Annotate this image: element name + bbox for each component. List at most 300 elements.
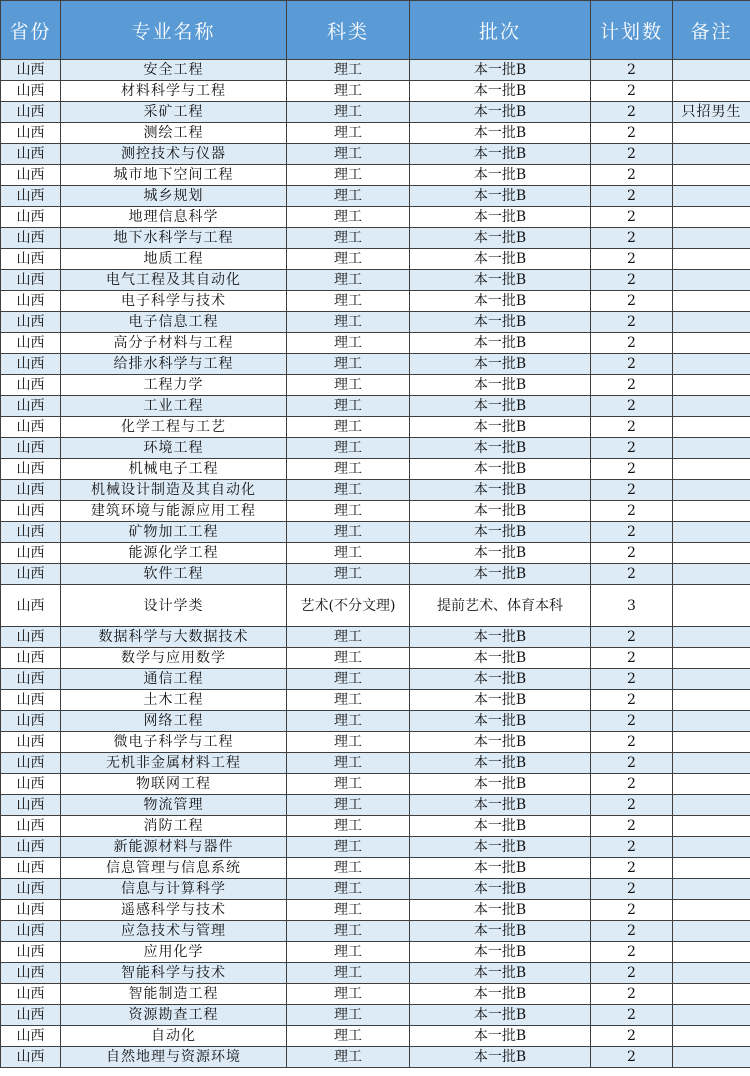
cell-category: 理工 (287, 123, 410, 144)
cell-note (673, 186, 750, 207)
table-header-row (1, 1, 750, 60)
cell-batch: 本一批B (410, 963, 591, 984)
cell-note (673, 543, 750, 564)
cell-major: 电子信息工程 (61, 312, 287, 333)
cell-batch: 本一批B (410, 417, 591, 438)
table-row (1, 270, 750, 291)
table-row (1, 774, 750, 795)
cell-plan: 2 (591, 102, 673, 123)
cell-province: 山西 (1, 207, 61, 228)
cell-province: 山西 (1, 123, 61, 144)
cell-plan: 2 (591, 417, 673, 438)
cell-province: 山西 (1, 921, 61, 942)
cell-plan: 2 (591, 501, 673, 522)
cell-major: 自然地理与资源环境 (61, 1047, 287, 1068)
table-row (1, 186, 750, 207)
cell-batch: 本一批B (410, 795, 591, 816)
cell-plan: 2 (591, 795, 673, 816)
cell-province: 山西 (1, 627, 61, 648)
cell-note (673, 1005, 750, 1026)
cell-note (673, 795, 750, 816)
cell-category: 理工 (287, 291, 410, 312)
cell-note (673, 375, 750, 396)
cell-province: 山西 (1, 837, 61, 858)
table-row (1, 522, 750, 543)
table-row (1, 354, 750, 375)
cell-note (673, 1047, 750, 1068)
cell-batch: 本一批B (410, 732, 591, 753)
cell-category: 理工 (287, 165, 410, 186)
cell-major: 消防工程 (61, 816, 287, 837)
cell-note (673, 522, 750, 543)
cell-plan: 2 (591, 732, 673, 753)
cell-plan: 2 (591, 249, 673, 270)
cell-major: 机械设计制造及其自动化 (61, 480, 287, 501)
cell-category: 理工 (287, 942, 410, 963)
cell-major: 机械电子工程 (61, 459, 287, 480)
table-row (1, 753, 750, 774)
cell-province: 山西 (1, 543, 61, 564)
cell-note (673, 564, 750, 585)
cell-category: 理工 (287, 753, 410, 774)
cell-major: 土木工程 (61, 690, 287, 711)
cell-province: 山西 (1, 375, 61, 396)
cell-category: 理工 (287, 627, 410, 648)
table-row (1, 732, 750, 753)
cell-note (673, 333, 750, 354)
cell-batch: 本一批B (410, 984, 591, 1005)
cell-major: 城市地下空间工程 (61, 165, 287, 186)
cell-batch: 本一批B (410, 144, 591, 165)
cell-province: 山西 (1, 186, 61, 207)
cell-note (673, 774, 750, 795)
cell-plan: 2 (591, 984, 673, 1005)
cell-note (673, 480, 750, 501)
table-row (1, 1005, 750, 1026)
cell-batch: 本一批B (410, 123, 591, 144)
cell-category: 理工 (287, 921, 410, 942)
cell-plan: 2 (591, 1005, 673, 1026)
cell-plan: 3 (591, 585, 673, 627)
cell-province: 山西 (1, 900, 61, 921)
cell-category: 理工 (287, 396, 410, 417)
cell-batch: 本一批B (410, 81, 591, 102)
cell-major: 应用化学 (61, 942, 287, 963)
table-row (1, 396, 750, 417)
cell-plan: 2 (591, 837, 673, 858)
cell-batch: 本一批B (410, 501, 591, 522)
cell-major: 物联网工程 (61, 774, 287, 795)
cell-major: 信息与计算科学 (61, 879, 287, 900)
cell-major: 地质工程 (61, 249, 287, 270)
cell-note (673, 417, 750, 438)
cell-major: 矿物加工工程 (61, 522, 287, 543)
cell-batch: 本一批B (410, 711, 591, 732)
cell-province: 山西 (1, 459, 61, 480)
cell-note (673, 1026, 750, 1047)
cell-major: 工业工程 (61, 396, 287, 417)
cell-note (673, 438, 750, 459)
cell-note (673, 585, 750, 627)
cell-note (673, 270, 750, 291)
cell-major: 智能科学与技术 (61, 963, 287, 984)
cell-plan: 2 (591, 816, 673, 837)
table-row (1, 228, 750, 249)
cell-category: 理工 (287, 690, 410, 711)
cell-category: 理工 (287, 837, 410, 858)
cell-batch: 本一批B (410, 270, 591, 291)
cell-note (673, 711, 750, 732)
cell-major: 建筑环境与能源应用工程 (61, 501, 287, 522)
cell-major: 信息管理与信息系统 (61, 858, 287, 879)
cell-major: 城乡规划 (61, 186, 287, 207)
cell-province: 山西 (1, 144, 61, 165)
cell-major: 测绘工程 (61, 123, 287, 144)
table-row (1, 648, 750, 669)
cell-batch: 本一批B (410, 1005, 591, 1026)
cell-category: 理工 (287, 900, 410, 921)
cell-batch: 本一批B (410, 165, 591, 186)
cell-note (673, 396, 750, 417)
cell-category: 理工 (287, 333, 410, 354)
cell-plan: 2 (591, 375, 673, 396)
cell-category: 理工 (287, 1005, 410, 1026)
cell-note (673, 753, 750, 774)
cell-province: 山西 (1, 879, 61, 900)
cell-category: 理工 (287, 774, 410, 795)
cell-major: 应急技术与管理 (61, 921, 287, 942)
cell-province: 山西 (1, 81, 61, 102)
cell-category: 理工 (287, 543, 410, 564)
cell-batch: 本一批B (410, 648, 591, 669)
table-row (1, 312, 750, 333)
cell-batch: 本一批B (410, 690, 591, 711)
cell-note (673, 354, 750, 375)
cell-batch: 本一批B (410, 480, 591, 501)
cell-note (673, 165, 750, 186)
cell-category: 理工 (287, 312, 410, 333)
cell-category: 理工 (287, 207, 410, 228)
cell-category: 理工 (287, 522, 410, 543)
cell-province: 山西 (1, 480, 61, 501)
cell-province: 山西 (1, 165, 61, 186)
cell-batch: 本一批B (410, 900, 591, 921)
cell-plan: 2 (591, 81, 673, 102)
cell-major: 自动化 (61, 1026, 287, 1047)
cell-province: 山西 (1, 354, 61, 375)
cell-province: 山西 (1, 522, 61, 543)
cell-batch: 本一批B (410, 669, 591, 690)
cell-major: 数据科学与大数据技术 (61, 627, 287, 648)
cell-plan: 2 (591, 333, 673, 354)
cell-batch: 本一批B (410, 564, 591, 585)
table-row (1, 249, 750, 270)
cell-batch: 本一批B (410, 228, 591, 249)
cell-batch: 本一批B (410, 396, 591, 417)
cell-province: 山西 (1, 1047, 61, 1068)
cell-major: 遥感科学与技术 (61, 900, 287, 921)
table-row (1, 900, 750, 921)
table-row (1, 375, 750, 396)
cell-plan: 2 (591, 900, 673, 921)
header-category: 科类 (287, 1, 410, 60)
table-row (1, 333, 750, 354)
table-row (1, 1047, 750, 1068)
cell-plan: 2 (591, 1047, 673, 1068)
table-row (1, 963, 750, 984)
cell-category: 理工 (287, 354, 410, 375)
cell-province: 山西 (1, 60, 61, 81)
cell-category: 理工 (287, 375, 410, 396)
cell-batch: 本一批B (410, 375, 591, 396)
cell-plan: 2 (591, 669, 673, 690)
table-row (1, 459, 750, 480)
cell-batch: 本一批B (410, 1047, 591, 1068)
cell-batch: 本一批B (410, 774, 591, 795)
cell-plan: 2 (591, 207, 673, 228)
cell-note (673, 690, 750, 711)
cell-plan: 2 (591, 627, 673, 648)
cell-province: 山西 (1, 753, 61, 774)
header-plan: 计划数 (591, 1, 673, 60)
cell-province: 山西 (1, 249, 61, 270)
cell-plan: 2 (591, 1026, 673, 1047)
cell-note (673, 879, 750, 900)
table-row (1, 81, 750, 102)
cell-province: 山西 (1, 438, 61, 459)
table-row (1, 816, 750, 837)
cell-province: 山西 (1, 669, 61, 690)
cell-note (673, 921, 750, 942)
cell-major: 软件工程 (61, 564, 287, 585)
cell-major: 化学工程与工艺 (61, 417, 287, 438)
cell-major: 材料科学与工程 (61, 81, 287, 102)
cell-batch: 本一批B (410, 543, 591, 564)
table-row (1, 942, 750, 963)
cell-plan: 2 (591, 144, 673, 165)
cell-province: 山西 (1, 270, 61, 291)
cell-province: 山西 (1, 228, 61, 249)
cell-note (673, 501, 750, 522)
cell-plan: 2 (591, 564, 673, 585)
table-row (1, 837, 750, 858)
cell-province: 山西 (1, 291, 61, 312)
cell-category: 理工 (287, 186, 410, 207)
cell-batch: 本一批B (410, 207, 591, 228)
cell-note (673, 837, 750, 858)
cell-major: 地下水科学与工程 (61, 228, 287, 249)
header-major: 专业名称 (61, 1, 287, 60)
cell-note (673, 249, 750, 270)
cell-batch: 本一批B (410, 291, 591, 312)
cell-note (673, 858, 750, 879)
cell-batch: 本一批B (410, 102, 591, 123)
cell-major: 地理信息科学 (61, 207, 287, 228)
table-row (1, 564, 750, 585)
cell-category: 理工 (287, 81, 410, 102)
cell-major: 工程力学 (61, 375, 287, 396)
table-row (1, 102, 750, 123)
cell-category: 理工 (287, 417, 410, 438)
table-row (1, 585, 750, 627)
cell-plan: 2 (591, 186, 673, 207)
table-row (1, 501, 750, 522)
header-batch: 批次 (410, 1, 591, 60)
cell-note (673, 60, 750, 81)
cell-major: 微电子科学与工程 (61, 732, 287, 753)
cell-major: 测控技术与仪器 (61, 144, 287, 165)
cell-note (673, 984, 750, 1005)
table-row (1, 858, 750, 879)
header-province: 省份 (1, 1, 61, 60)
cell-major: 电子科学与技术 (61, 291, 287, 312)
cell-note (673, 81, 750, 102)
cell-note (673, 228, 750, 249)
cell-category: 理工 (287, 501, 410, 522)
cell-category: 理工 (287, 669, 410, 690)
cell-category: 理工 (287, 858, 410, 879)
cell-province: 山西 (1, 774, 61, 795)
cell-province: 山西 (1, 711, 61, 732)
cell-batch: 本一批B (410, 837, 591, 858)
cell-plan: 2 (591, 165, 673, 186)
cell-plan: 2 (591, 648, 673, 669)
table-row (1, 543, 750, 564)
cell-major: 环境工程 (61, 438, 287, 459)
cell-note (673, 312, 750, 333)
header-note: 备注 (673, 1, 750, 60)
cell-batch: 本一批B (410, 60, 591, 81)
table-row (1, 123, 750, 144)
cell-batch: 本一批B (410, 354, 591, 375)
cell-province: 山西 (1, 396, 61, 417)
cell-category: 理工 (287, 228, 410, 249)
cell-category: 艺术(不分文理) (287, 585, 410, 627)
cell-major: 设计学类 (61, 585, 287, 627)
cell-category: 理工 (287, 984, 410, 1005)
cell-note: 只招男生 (673, 102, 750, 123)
cell-category: 理工 (287, 249, 410, 270)
cell-batch: 本一批B (410, 438, 591, 459)
cell-batch: 本一批B (410, 333, 591, 354)
cell-category: 理工 (287, 438, 410, 459)
table-row (1, 1026, 750, 1047)
cell-batch: 本一批B (410, 942, 591, 963)
cell-plan: 2 (591, 522, 673, 543)
cell-batch: 本一批B (410, 816, 591, 837)
cell-plan: 2 (591, 753, 673, 774)
cell-plan: 2 (591, 291, 673, 312)
cell-note (673, 963, 750, 984)
cell-plan: 2 (591, 396, 673, 417)
cell-province: 山西 (1, 312, 61, 333)
cell-category: 理工 (287, 795, 410, 816)
cell-category: 理工 (287, 270, 410, 291)
cell-major: 采矿工程 (61, 102, 287, 123)
cell-batch: 本一批B (410, 249, 591, 270)
cell-category: 理工 (287, 816, 410, 837)
cell-note (673, 669, 750, 690)
table-row (1, 144, 750, 165)
cell-plan: 2 (591, 123, 673, 144)
cell-plan: 2 (591, 711, 673, 732)
cell-note (673, 627, 750, 648)
cell-major: 数学与应用数学 (61, 648, 287, 669)
cell-plan: 2 (591, 543, 673, 564)
cell-province: 山西 (1, 690, 61, 711)
table-row (1, 291, 750, 312)
cell-note (673, 459, 750, 480)
cell-category: 理工 (287, 879, 410, 900)
cell-province: 山西 (1, 648, 61, 669)
table-row (1, 711, 750, 732)
cell-plan: 2 (591, 942, 673, 963)
cell-note (673, 900, 750, 921)
cell-major: 能源化学工程 (61, 543, 287, 564)
cell-batch: 本一批B (410, 522, 591, 543)
table-row (1, 795, 750, 816)
cell-major: 安全工程 (61, 60, 287, 81)
cell-major: 网络工程 (61, 711, 287, 732)
cell-note (673, 207, 750, 228)
cell-major: 智能制造工程 (61, 984, 287, 1005)
table-row (1, 921, 750, 942)
cell-plan: 2 (591, 60, 673, 81)
cell-province: 山西 (1, 564, 61, 585)
cell-province: 山西 (1, 102, 61, 123)
cell-batch: 提前艺术、体育本科 (410, 585, 591, 627)
cell-plan: 2 (591, 228, 673, 249)
cell-category: 理工 (287, 459, 410, 480)
cell-note (673, 291, 750, 312)
cell-category: 理工 (287, 711, 410, 732)
cell-province: 山西 (1, 963, 61, 984)
cell-batch: 本一批B (410, 186, 591, 207)
cell-major: 给排水科学与工程 (61, 354, 287, 375)
cell-category: 理工 (287, 144, 410, 165)
table-row (1, 165, 750, 186)
cell-province: 山西 (1, 1005, 61, 1026)
cell-category: 理工 (287, 1047, 410, 1068)
cell-category: 理工 (287, 732, 410, 753)
cell-batch: 本一批B (410, 753, 591, 774)
table-row (1, 60, 750, 81)
cell-province: 山西 (1, 858, 61, 879)
cell-plan: 2 (591, 312, 673, 333)
cell-major: 高分子材料与工程 (61, 333, 287, 354)
table-row (1, 480, 750, 501)
cell-category: 理工 (287, 102, 410, 123)
cell-major: 物流管理 (61, 795, 287, 816)
table-body (1, 60, 750, 1068)
cell-major: 通信工程 (61, 669, 287, 690)
cell-province: 山西 (1, 795, 61, 816)
cell-batch: 本一批B (410, 1026, 591, 1047)
table-row (1, 984, 750, 1005)
cell-batch: 本一批B (410, 312, 591, 333)
table-row (1, 669, 750, 690)
cell-batch: 本一批B (410, 879, 591, 900)
cell-note (673, 942, 750, 963)
cell-batch: 本一批B (410, 858, 591, 879)
table-row (1, 207, 750, 228)
cell-province: 山西 (1, 984, 61, 1005)
cell-batch: 本一批B (410, 459, 591, 480)
cell-note (673, 144, 750, 165)
cell-category: 理工 (287, 564, 410, 585)
table-row (1, 417, 750, 438)
cell-category: 理工 (287, 1026, 410, 1047)
